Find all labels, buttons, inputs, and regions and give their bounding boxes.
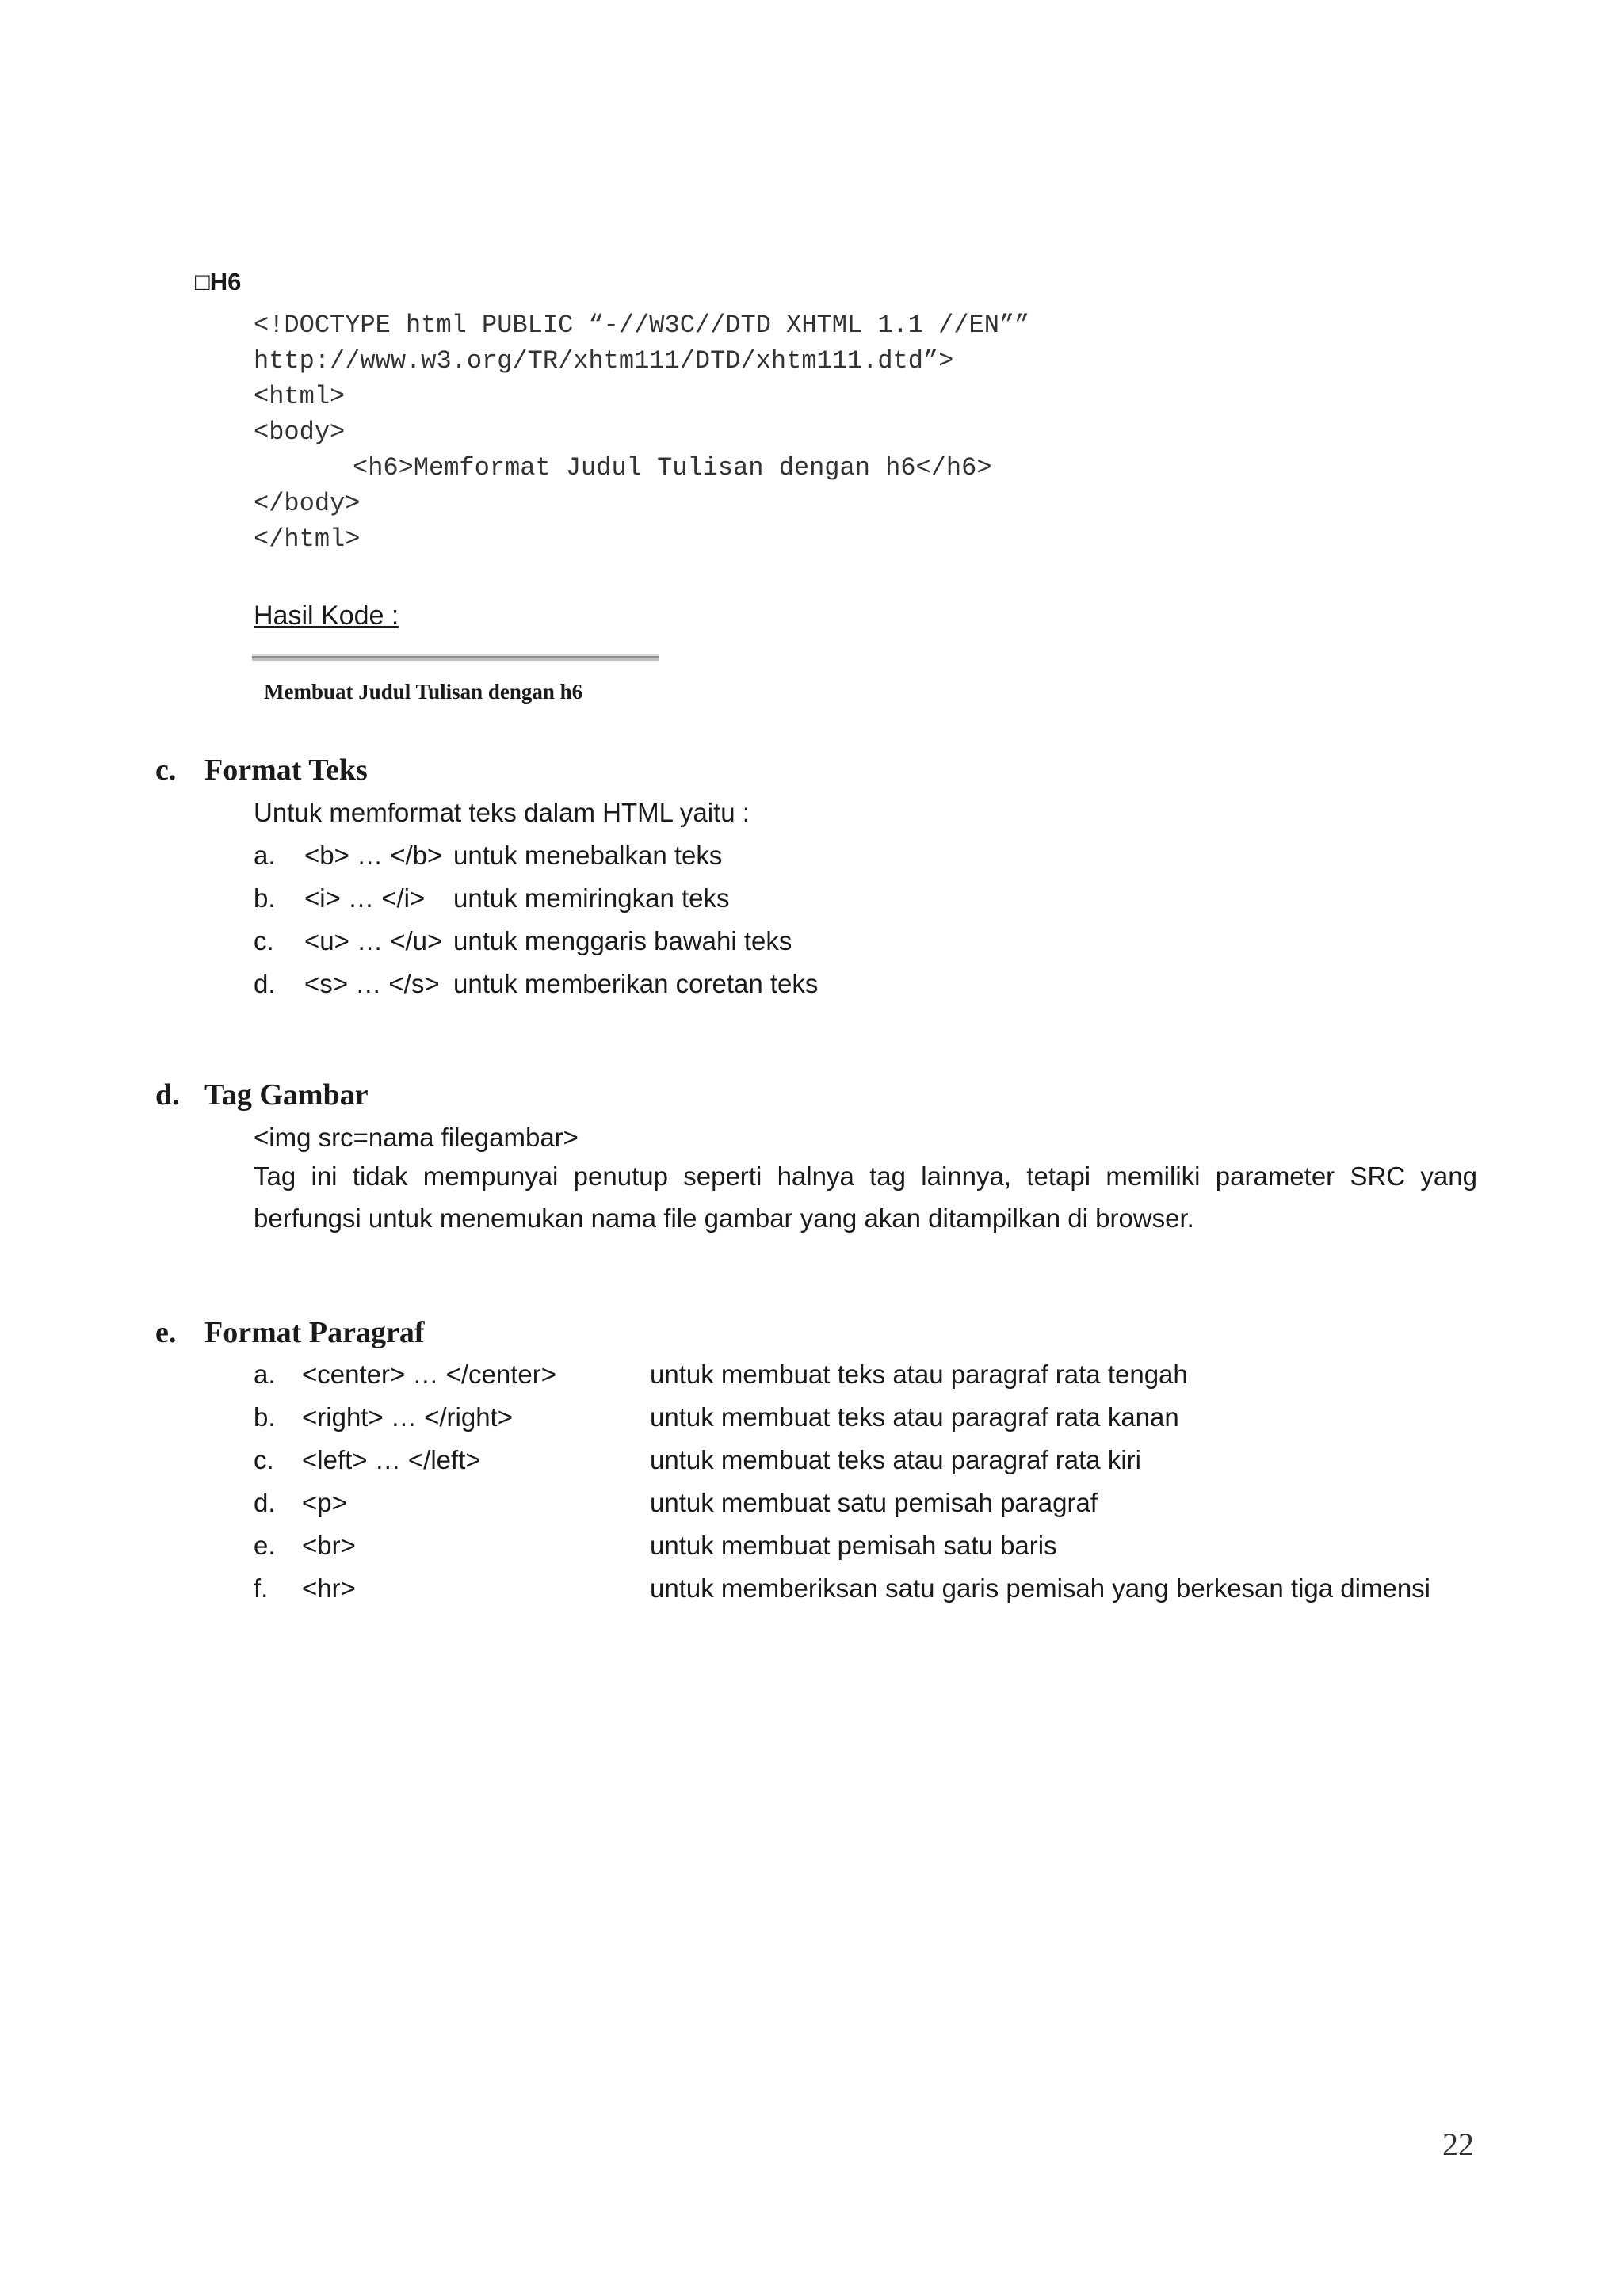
code-line: </body> [254,489,361,518]
page-number: 22 [1442,2126,1474,2162]
code-line: <!DOCTYPE html PUBLIC “-//W3C//DTD XHTML 1.1 //EN”” [254,311,1030,340]
list-item-letter: d. [254,1488,276,1517]
list-item-tag: <br> [302,1531,356,1560]
list-item-letter: a. [254,841,276,870]
list-item-desc: untuk memberikan coretan teks [453,969,819,998]
section-e-letter: e. [155,1316,177,1349]
list-item-tag: <u> … </u> [304,926,443,955]
list-item-tag: <p> [302,1488,347,1517]
code-line: <h6>Memformat Judul Tulisan dengan h6</h6> [353,453,992,482]
section-c-letter: c. [155,753,177,787]
list-item-letter: c. [254,1445,274,1474]
result-label: Hasil Kode : [254,601,399,631]
list-item-letter: c. [254,926,274,955]
list-item-tag: <b> … </b> [304,841,443,870]
list-item-desc: untuk membuat teks atau paragraf rata tengah [650,1360,1188,1389]
list-item-letter: f. [254,1573,269,1603]
list-item-desc: untuk memiringkan teks [453,883,730,913]
section-d-letter: d. [155,1078,180,1112]
code-line: <html> [254,382,346,411]
section-c-intro: Untuk memformat teks dalam HTML yaitu : [254,798,750,827]
section-d-paragraph: Tag ini tidak mempunyai penutup seperti halnya tag lainnya, tetapi memiliki parameter SRC yang berfungsi untuk menemukan nama file gambar yang akan ditampilkan di browser. [254,1161,1477,1233]
subheading-h6: □H6 [195,268,242,296]
list-item-desc: untuk membuat teks atau paragraf rata kanan [650,1402,1179,1432]
list-item-letter: b. [254,1402,276,1432]
section-c-title: Format Teks [204,753,368,787]
list-item-letter: d. [254,969,276,998]
list-item-letter: a. [254,1360,276,1389]
list-item-tag: <hr> [302,1573,356,1603]
list-item-tag: <i> … </i> [304,883,426,913]
list-item-desc: untuk membuat pemisah satu baris [650,1531,1057,1560]
list-item-desc: untuk memberiksan satu garis pemisah yang berkesan tiga dimensi [650,1573,1431,1603]
list-item-letter: e. [254,1531,276,1560]
section-e-title: Format Paragraf [204,1316,425,1349]
list-item-tag: <center> … </center> [302,1360,557,1389]
list-item-desc: untuk membuat teks atau paragraf rata kiri [650,1445,1141,1474]
code-line: <body> [254,418,346,447]
code-block [254,307,1029,557]
list-item-tag: <right> … </right> [302,1402,513,1432]
section-d-syntax: <img src=nama filegambar> [254,1123,579,1152]
list-item-desc: untuk membuat satu pemisah paragraf [650,1488,1098,1517]
result-divider [252,654,659,661]
list-item-letter: b. [254,883,276,913]
list-item-tag: <s> … </s> [304,969,440,998]
code-line: </html> [254,524,361,554]
list-item-tag: <left> … </left> [302,1445,481,1474]
result-preview-text: Membuat Judul Tulisan dengan h6 [264,680,583,704]
code-line: http://www.w3.org/TR/xhtm111/DTD/xhtm111.dtd”> [254,346,954,376]
list-item-desc: untuk menebalkan teks [453,841,723,870]
list-item-desc: untuk menggaris bawahi teks [453,926,792,955]
section-d-title: Tag Gambar [204,1078,369,1112]
